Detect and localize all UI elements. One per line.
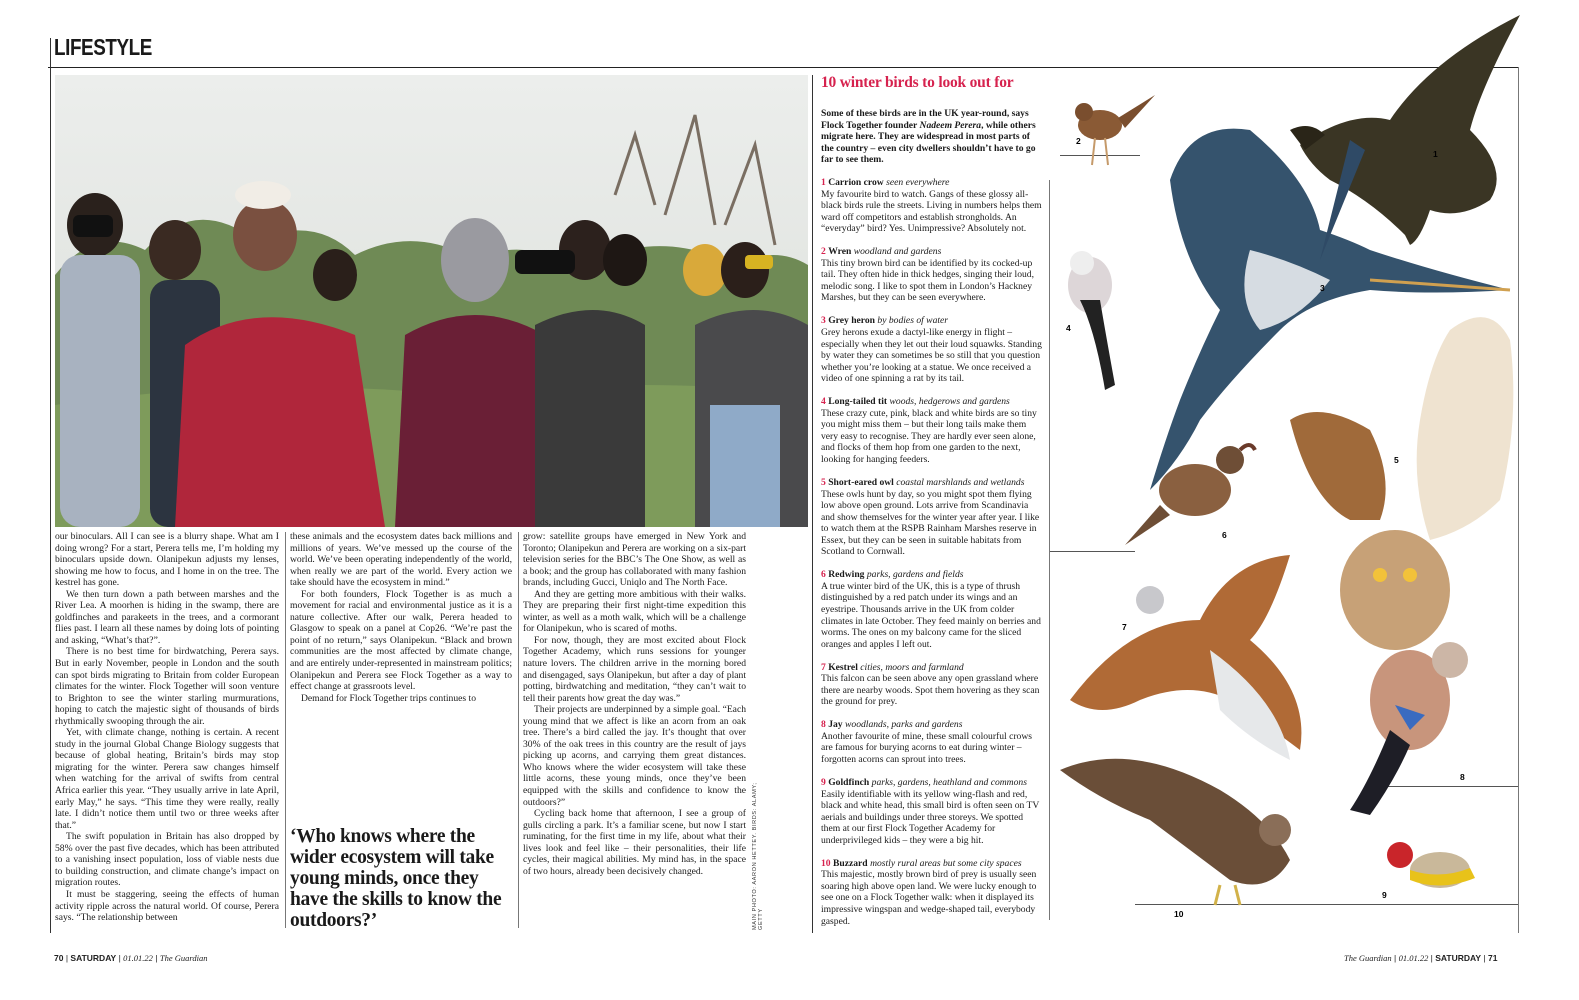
folio-section: SATURDAY (70, 953, 117, 963)
article-column-3 (523, 531, 746, 877)
bird-number: 7 (821, 661, 826, 673)
bird-habitat: woods, hedgerows and gardens (889, 396, 1010, 408)
paragraph: Yet, with climate change, nothing is certain. A recent study in the journal Global Change Biology suggests that because of global heating, Britain’s birds may stop migrating for the winter. Perera saw changes himself when watching for the arrival of swifts from central Africa earlier this year. “They usually arrive in late April, early May,” he says. “This time they were really, really late. I didn’t notice them until two or three weeks after that.” (55, 727, 279, 831)
bird-text: This tiny brown bird can be identified by its cocked-up tail. They often hide in thick hedges, singing their loud, melodic song. I like to spot them in London’s Hackney Marshes, but they can be seen everywhere. (821, 257, 1034, 304)
paragraph: Cycling back home that afternoon, I see a group of gulls circling a park. It’s a familiar scene, but now I start ruminating, for the first time in my life, about what their lives look and feel like – their personalities, their life cycles, their magical abilities. My mind has, in the space of two hours, already been decisively changed. (523, 808, 746, 877)
page-number: 70 (54, 953, 64, 963)
folio-paper: The Guardian (1344, 953, 1392, 963)
bird-number-10: 10 (1174, 909, 1184, 919)
bird-number-9: 9 (1382, 890, 1387, 900)
bird-name: Grey heron (828, 315, 876, 327)
paragraph: The swift population in Britain has also dropped by 58% over the past five decades, which has been attributed to a vanishing insect population, loss of viable nests due to building construction, and climate change’s impact on migration routes. (55, 831, 279, 889)
bird-habitat: cities, moors and farmland (860, 661, 964, 673)
paragraph: It must be staggering, seeing the effects of human activity ripple across the natural world. Of course, Perera says. “The relationship between (55, 888, 279, 924)
bird-name: Wren (828, 246, 852, 258)
bird-entry (821, 315, 1043, 384)
bird-entry (821, 858, 1043, 927)
spread-rule (812, 75, 813, 933)
left-edge-rule (50, 38, 51, 933)
bird-number: 1 (821, 177, 826, 188)
bird-number: 8 (821, 719, 826, 731)
photo-credit: MAIN PHOTO: AARON HETTEY. BIRDS: ALAMY; GETTY (752, 782, 764, 930)
bird-habitat: coastal marshlands and wetlands (896, 477, 1025, 489)
bird-number-6: 6 (1222, 530, 1227, 540)
kestrel-illustration (1070, 555, 1301, 760)
article-column-2 (290, 531, 512, 704)
panel-intro (821, 108, 1043, 166)
folio-date: 01.01.22 (1398, 953, 1429, 963)
crow-illustration (1290, 15, 1520, 245)
paragraph: There is no best time for birdwatching, Perera says. But in early November, people in London and the south can spot birds migrating to Britain from colder European climates for the winter. Flock Together will soon venture to Brighton to see the winter starling murmurations, hoping to catch the majestic sight of thousands of birds rhythmically swooping through the air. (55, 646, 279, 727)
bird-number-5: 5 (1394, 455, 1399, 465)
paragraph: these animals and the ecosystem dates back millions and millions of years. We’ve messed up the course of the world. We’ve been operating independently of the world, when really we are part of the world. Every action we take should have the ecosystem in mind.” (290, 531, 512, 589)
bird-text: This falcon can be seen above any open grassland where there are nearby woods. Spot them hovering as they scan the ground for prey. (821, 673, 1040, 708)
bird-number: 9 (821, 777, 826, 789)
main-photo (55, 75, 808, 527)
bird-habitat: parks, gardens and fields (866, 569, 964, 581)
paragraph: For now, though, they are most excited about Flock Together Academy, which runs sessions for younger nature lovers. The children arrive in the morning bored and disengaged, says Olanipekun, but after a day of plant potting, birdwatching and meditation, “they can’t wait to tell their parents how great the day was.” (523, 634, 746, 704)
bird-number-7: 7 (1122, 622, 1127, 632)
bird-habitat: woodlands, parks and gardens (845, 719, 963, 731)
jay-illustration (1350, 642, 1468, 815)
owl-illustration (1290, 317, 1513, 650)
bird-entries (821, 177, 1043, 939)
redwing-illustration (1125, 445, 1255, 545)
bird-name: Redwing (828, 569, 865, 581)
paragraph: For both founders, Flock Together is as much a movement for racial and environmental justice as it is a nature collective. After our walk, Perera headed to Glasgow to speak on a panel at Cop26. “We’re past the point of no return,” says Olanipekun. “Black and brown communities are the most affected by climate change, and are entirely under-represented in mainstream politics; Olanipekun and Perera see Flock Together as a way to effect change at grassroots level. (290, 588, 512, 693)
bird-text: This majestic, mostly brown bird of prey is usually seen soaring high above open land. We were lucky enough to see one on a Flock Together walk: when it displayed its impressive wingspan and wedge-shaped tail, everybody gasped. (821, 869, 1037, 927)
long-tailed-tit-illustration (1068, 251, 1115, 390)
bird-entry (821, 777, 1043, 846)
folio-section: SATURDAY (1435, 953, 1482, 963)
bird-number-4: 4 (1066, 323, 1071, 333)
bird-number: 3 (821, 315, 826, 327)
bird-entry (821, 662, 1043, 708)
bird-illustrations (1050, 0, 1540, 940)
folio-date: 01.01.22 (123, 953, 153, 963)
panel-title: 10 winter birds to look out for (821, 74, 1014, 91)
bird-text: Easily identifiable with its yellow wing-flash and red, black and white head, this small bird is often seen on TV aerials and buildings under three storeys. We spotted them at our first Flock Together Academy for underprivileged kids – they were a big hit. (821, 788, 1040, 846)
paragraph: Their projects are underpinned by a simple goal. “Each young mind that we affect is like an acorn from an oak tree. There’s a bird called the jay. It’s thought that over 30% of the oak trees in this country are the result of jays picking up acorns, and carrying them great distances. Who knows where the wider ecosystem will take these little acorns, these young minds, once they’ve been equipped with the skills and confidence to know the outdoors?” (523, 704, 746, 808)
bird-number: 2 (821, 246, 826, 258)
bird-number-3: 3 (1320, 283, 1325, 293)
bird-habitat: woodland and gardens (853, 246, 942, 258)
wren-illustration (1075, 95, 1155, 165)
bird-entry (821, 396, 1043, 465)
intro-text: Some of these birds are in the UK year-round, says Flock Together founder (821, 108, 1029, 131)
bird-entry (821, 477, 1043, 558)
paragraph: And they are getting more ambitious with their walks. They are preparing their first night-time expedition this winter, as well as a moth walk, which will be a challenge for Olanipekun, who is scared of moths. (523, 588, 746, 635)
pull-quote: ‘Who knows where the wider ecosystem will take young minds, once they have the skills to know the outdoors?’ (290, 826, 502, 931)
bird-habitat: by bodies of water (877, 315, 949, 327)
folio-right: The Guardian | 01.01.22 | SATURDAY | 71 (1344, 953, 1498, 963)
folio-paper: The Guardian (159, 953, 208, 963)
article-column-1 (55, 531, 279, 924)
bird-number-8: 8 (1460, 772, 1465, 782)
paragraph: grow: satellite groups have emerged in New York and Toronto; Olanipekun and Perera are working on a six-part television series for the BBC’s The One Show, as well as a book; and the group has collaborated with many fashion brands, including Gucci, Uniqlo and The North Face. (523, 531, 746, 589)
bird-habitat: mostly rural areas but some city spaces (870, 857, 1022, 869)
folio-left: 70 | SATURDAY | 01.01.22 | The Guardian (54, 953, 208, 963)
bird-name: Short-eared owl (828, 477, 894, 489)
bird-text: A true winter bird of the UK, this is a type of thrush distinguished by a red patch under its wings and an eyestripe. Thousands arrive in the UK from colder climates in late October. They feed mainly on berries and worms. The ones on my balcony came for the sliced oranges and apples I left out. (821, 580, 1041, 650)
bird-number: 5 (821, 477, 826, 489)
buzzard-illustration (1060, 759, 1291, 905)
section-title: LIFESTYLE (54, 34, 152, 60)
paragraph: our binoculars. All I can see is a blurry shape. What am I doing wrong? For a start, Perera tells me, I’m holding my binoculars upside down. Olanipekun adjusts my lenses, showing me how to focus, and I home in on the tree. The kestrel has gone. (55, 531, 279, 589)
paragraph: Demand for Flock Together trips continues to (301, 692, 477, 704)
bird-name: Kestrel (828, 661, 858, 673)
column-rule-2 (518, 532, 519, 928)
birdwatchers-photo (55, 75, 808, 527)
bird-number-2: 2 (1076, 136, 1081, 146)
bird-name: Buzzard (833, 857, 868, 869)
bird-text: Another favourite of mine, these small colourful crows are famous for burying acorns to eat during winter – forgotten acorns can sprout into trees. (821, 730, 1033, 766)
bird-number: 10 (821, 857, 831, 869)
bird-text: My favourite bird to watch. Gangs of these glossy all-black birds rule the streets. Living in numbers helps them ward off competitors and establish strongholds. An “everyday” bird? Yes. Unimpressive? Absolutely not. (821, 188, 1042, 235)
bird-text: These owls hunt by day, so you might spot them flying low above open ground. Lots arrive from Scandinavia and show themselves for the winter year after year. I like to watch them at the RSPB Rainham Marshes reserve in Essex, but they can be seen in suitable habitats from Scotland to Cornwall. (821, 488, 1040, 558)
bird-text: Grey herons exude a dactyl-like energy in flight – especially when they let out their loud squawks. Standing by water they can sometimes be so still that you question whether you’re looking at a statue. We once received a video of one spinning a rat by its tail. (821, 327, 1042, 385)
intro-name: Nadeem Perera (919, 119, 982, 131)
page-number: 71 (1488, 953, 1498, 963)
bird-text: These crazy cute, pink, black and white birds are so tiny you might miss them – but their long tails make them very easy to recognise. They are hardly ever seen alone, and flocks of them hop from one garden to the next, looking for hanging feeders. (821, 407, 1037, 465)
bird-entry (821, 719, 1043, 765)
paragraph: We then turn down a path between marshes and the River Lea. A moorhen is hiding in the swamp, there are goldfinches and parakeets in the trees, and a cormorant flies past. I learn all these names by doing lots of pointing and asking, “What’s that?”. (55, 588, 279, 646)
intro-text: , while others migrate here. They are widespread in most parts of the country – even city dwellers shouldn’t have to go far to see them. (821, 119, 1036, 166)
bird-number-1: 1 (1433, 149, 1438, 159)
bird-entry (821, 246, 1043, 304)
bird-habitat: seen everywhere (886, 177, 950, 188)
bird-name: Carrion crow (828, 177, 884, 188)
goldfinch-illustration (1387, 842, 1475, 888)
column-rule-1 (285, 532, 286, 928)
bird-number: 6 (821, 569, 826, 581)
bird-entry (821, 177, 1043, 235)
bird-habitat: parks, gardens, heathland and commons (871, 777, 1027, 789)
bird-number: 4 (821, 396, 826, 408)
bird-name: Goldfinch (828, 777, 870, 789)
bird-name: Long-tailed tit (828, 396, 888, 408)
bird-entry (821, 569, 1043, 650)
bird-name: Jay (828, 719, 843, 731)
